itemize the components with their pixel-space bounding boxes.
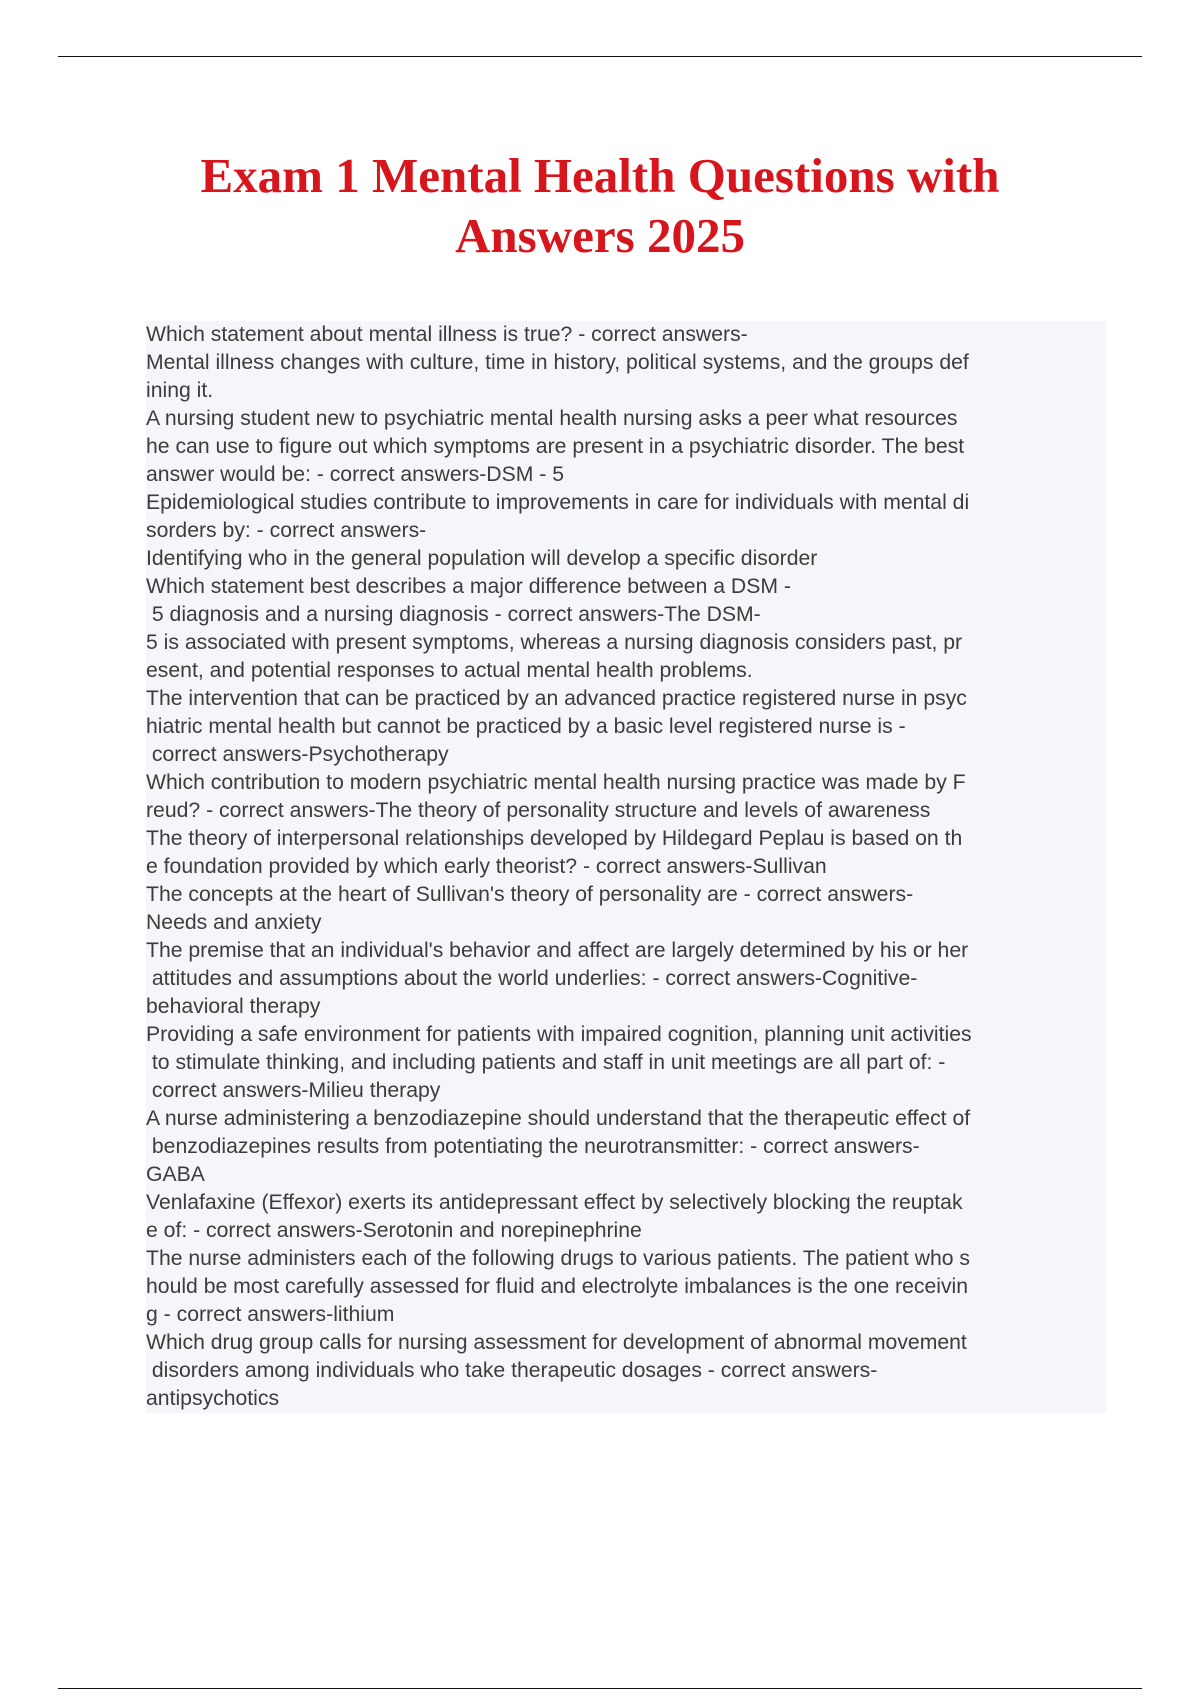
title-line-2: Answers 2025 xyxy=(455,208,745,263)
text-line: The intervention that can be practiced by an advanced practice registered nurse in psyc xyxy=(146,685,1106,713)
text-line: Venlafaxine (Effexor) exerts its antidepressant effect by selectively blocking the reuptak xyxy=(146,1189,1106,1217)
text-line: Needs and anxiety xyxy=(146,909,1106,937)
text-line: Which statement about mental illness is true? - correct answers- xyxy=(146,321,1106,349)
text-line: 5 diagnosis and a nursing diagnosis - correct answers-The DSM- xyxy=(146,601,1106,629)
title-line-1: Exam 1 Mental Health Questions with xyxy=(200,148,1000,203)
text-line: Identifying who in the general population will develop a specific disorder xyxy=(146,545,1106,573)
text-line: e foundation provided by which early theorist? - correct answers-Sullivan xyxy=(146,853,1106,881)
text-line: A nurse administering a benzodiazepine should understand that the therapeutic effect of xyxy=(146,1105,1106,1133)
text-line: The premise that an individual's behavior and affect are largely determined by his or her xyxy=(146,937,1106,965)
text-line: hiatric mental health but cannot be practiced by a basic level registered nurse is - xyxy=(146,713,1106,741)
text-line: Which drug group calls for nursing assessment for development of abnormal movement xyxy=(146,1329,1106,1357)
text-line: The nurse administers each of the following drugs to various patients. The patient who s xyxy=(146,1245,1106,1273)
text-line: antipsychotics xyxy=(146,1385,1106,1413)
text-line: Which statement best describes a major difference between a DSM - xyxy=(146,573,1106,601)
document-body xyxy=(146,321,1106,1413)
text-line: 5 is associated with present symptoms, whereas a nursing diagnosis considers past, pr xyxy=(146,629,1106,657)
text-line: sorders by: - correct answers- xyxy=(146,517,1106,545)
text-line: e of: - correct answers-Serotonin and norepinephrine xyxy=(146,1217,1106,1245)
text-line: ining it. xyxy=(146,377,1106,405)
text-line: g - correct answers-lithium xyxy=(146,1301,1106,1329)
text-line: Which contribution to modern psychiatric mental health nursing practice was made by F xyxy=(146,769,1106,797)
text-line: benzodiazepines results from potentiating the neurotransmitter: - correct answers- xyxy=(146,1133,1106,1161)
top-rule xyxy=(58,56,1142,57)
text-line: esent, and potential responses to actual mental health problems. xyxy=(146,657,1106,685)
document-title xyxy=(100,146,1100,266)
bottom-rule xyxy=(58,1688,1142,1689)
text-line: attitudes and assumptions about the world underlies: - correct answers-Cognitive- xyxy=(146,965,1106,993)
text-line: correct answers-Psychotherapy xyxy=(146,741,1106,769)
text-line: The concepts at the heart of Sullivan's theory of personality are - correct answers- xyxy=(146,881,1106,909)
text-line: reud? - correct answers-The theory of personality structure and levels of awareness xyxy=(146,797,1106,825)
text-line: Epidemiological studies contribute to improvements in care for individuals with mental di xyxy=(146,489,1106,517)
text-line: GABA xyxy=(146,1161,1106,1189)
text-line: correct answers-Milieu therapy xyxy=(146,1077,1106,1105)
text-line: A nursing student new to psychiatric mental health nursing asks a peer what resources xyxy=(146,405,1106,433)
text-line: behavioral therapy xyxy=(146,993,1106,1021)
text-line: answer would be: - correct answers-DSM - 5 xyxy=(146,461,1106,489)
text-line: hould be most carefully assessed for fluid and electrolyte imbalances is the one receivin xyxy=(146,1273,1106,1301)
text-line: disorders among individuals who take therapeutic dosages - correct answers- xyxy=(146,1357,1106,1385)
text-line: to stimulate thinking, and including patients and staff in unit meetings are all part of: - xyxy=(146,1049,1106,1077)
text-line: The theory of interpersonal relationships developed by Hildegard Peplau is based on th xyxy=(146,825,1106,853)
text-line: he can use to figure out which symptoms are present in a psychiatric disorder. The best xyxy=(146,433,1106,461)
text-line: Providing a safe environment for patients with impaired cognition, planning unit activities xyxy=(146,1021,1106,1049)
text-line: Mental illness changes with culture, time in history, political systems, and the groups def xyxy=(146,349,1106,377)
